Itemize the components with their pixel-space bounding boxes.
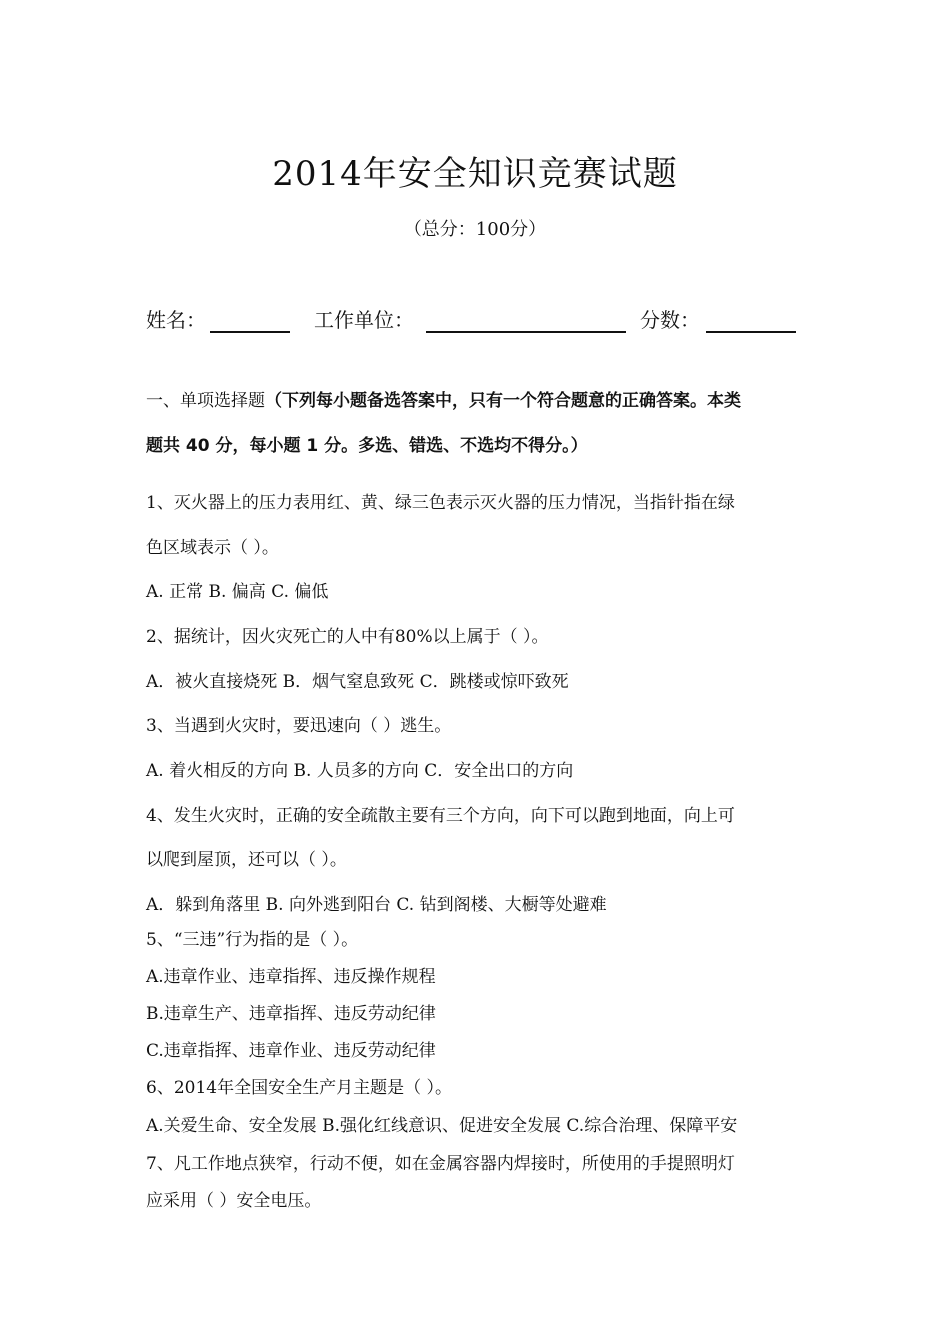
question-7-line-2: 应采用（ ）安全电压。: [146, 1191, 322, 1211]
question-5-option-a: A.违章作业、违章指挥、违反操作规程: [146, 967, 436, 987]
score-blank: [706, 331, 796, 333]
total-score-note: （总分：100分）: [403, 219, 547, 240]
question-4-options: A．躲到角落里 B. 向外逃到阳台 C. 钻到阁楼、大橱等处避难: [146, 895, 607, 915]
section-heading-line-2: [146, 435, 816, 457]
question-2-options: A．被火直接烧死 B．烟气窒息致死 C．跳楼或惊吓致死: [146, 672, 569, 692]
question-3-options: A. 着火相反的方向 B. 人员多的方向 C．安全出口的方向: [146, 761, 574, 781]
question-5: 5、“三违”行为指的是（ ）。: [146, 930, 359, 950]
unit-blank: [426, 331, 626, 333]
question-1-line-2: 色区域表示（ ）。: [146, 538, 279, 558]
question-2: 2、据统计，因火灾死亡的人中有80%以上属于（ ）。: [146, 627, 549, 647]
section-note-1: （下列每小题备选答案中，只有一个符合题意的正确答案。本类: [265, 391, 741, 411]
score-label: 分数：: [640, 308, 700, 332]
question-1-line-1: 1、灭火器上的压力表用红、黄、绿三色表示灭火器的压力情况，当指针指在绿: [146, 493, 735, 513]
page-title: 2014年安全知识竞赛试题: [272, 154, 678, 194]
question-4-line-2: 以爬到屋顶，还可以（ ）。: [146, 850, 347, 870]
question-6: 6、2014年全国安全生产月主题是（ ）。: [146, 1078, 452, 1098]
question-5-option-c: C.违章指挥、违章作业、违反劳动纪律: [146, 1041, 436, 1061]
name-label: 姓名：: [146, 308, 206, 332]
name-blank: [210, 331, 290, 333]
unit-label: 工作单位：: [314, 308, 414, 332]
question-3: 3、当遇到火灾时，要迅速向（ ）逃生。: [146, 716, 452, 736]
question-5-option-b: B.违章生产、违章指挥、违反劳动纪律: [146, 1004, 436, 1024]
question-1-options: A. 正常 B. 偏高 C. 偏低: [146, 582, 329, 602]
question-4-line-1: 4、发生火灾时，正确的安全疏散主要有三个方向，向下可以跑到地面，向上可: [146, 806, 735, 826]
question-7-line-1: 7、凡工作地点狭窄，行动不便，如在金属容器内焊接时，所使用的手提照明灯: [146, 1154, 735, 1174]
section-note-2: 题共 40 分，每小题 1 分。多选、错选、不选均不得分。）: [146, 436, 588, 456]
section-heading-line-1: [146, 390, 816, 412]
candidate-info-line: [146, 304, 806, 336]
section-label: 一、单项选择题: [146, 391, 265, 411]
question-6-options: A.关爱生命、安全发展 B.强化红线意识、促进安全发展 C.综合治理、保障平安: [146, 1116, 738, 1136]
